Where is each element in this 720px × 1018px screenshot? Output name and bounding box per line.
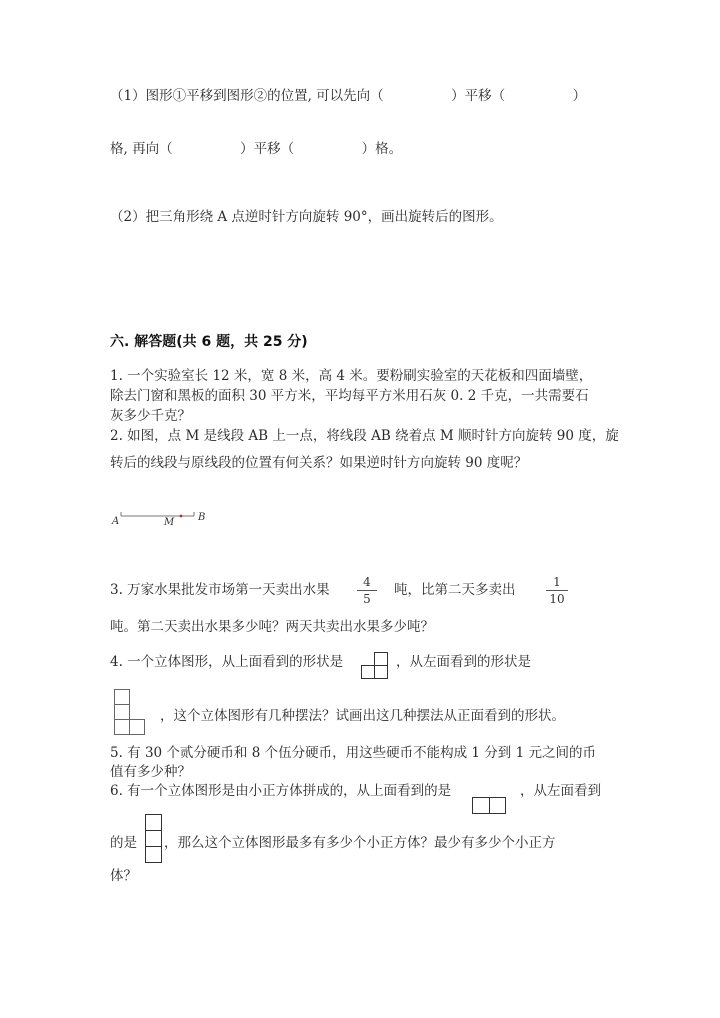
frac2-num: 1 xyxy=(553,575,561,589)
q5-line1: 5. 有 30 个贰分硬币和 8 个伍分硬币，用这些硬币不能构成 1 分到 1 元之间的币 xyxy=(110,745,596,761)
left-view-shape-icon xyxy=(114,689,146,735)
q6-text-part2: ，从左面看到 xyxy=(520,783,601,799)
q-rotate-triangle: （2）把三角形绕 A 点逆时针方向旋转 90°，画出旋转后的图形。 xyxy=(110,209,503,225)
cell xyxy=(374,665,388,679)
fraction-bar xyxy=(546,590,568,591)
cell xyxy=(145,846,162,863)
q4-line2: ，这个立体图形有几种摆法？试画出这几种摆法从正面看到的形状。 xyxy=(160,708,565,724)
q1-line1: 1. 一个实验室长 12 米，宽 8 米，高 4 米。要粉刷实验室的天花板和四面墙壁， xyxy=(110,368,593,384)
q-translate-line2: 格, 再向（ ）平移（ ）格。 xyxy=(110,141,403,157)
q3-line2: 吨。第二天卖出水果多少吨？两天共卖出水果多少吨？ xyxy=(110,619,434,635)
cell xyxy=(374,652,388,666)
point-a-label: A xyxy=(112,516,120,527)
cell xyxy=(145,830,162,847)
cell xyxy=(114,719,130,735)
q1-line3: 灰多少千克？ xyxy=(110,408,191,424)
frac1-den: 5 xyxy=(363,592,371,606)
cell xyxy=(145,814,162,831)
q3-text-part1: 3. 万家水果批发市场第一天卖出水果 xyxy=(110,582,330,598)
cell xyxy=(114,704,130,720)
fraction-four-fifths xyxy=(357,575,377,606)
fraction-bar xyxy=(357,590,377,591)
q2-line1: 2. 如图，点 M 是线段 AB 上一点，将线段 AB 绕着点 M 顺时针方向旋转 90 度，旋 xyxy=(110,428,619,444)
cell xyxy=(489,797,506,814)
top-view-two-squares-icon xyxy=(472,797,506,814)
fraction-one-tenth xyxy=(546,575,568,606)
cell xyxy=(129,719,145,735)
cell xyxy=(114,689,130,705)
section-title: 六. 解答题(共 6 题，共 25 分) xyxy=(110,334,308,350)
q6-line3: 体？ xyxy=(110,868,137,884)
frac1-num: 4 xyxy=(363,575,371,589)
cell xyxy=(472,797,490,814)
left-view-three-stack-icon xyxy=(145,814,162,864)
q2-line2: 转后的线段与原线段的位置有何关系？如果逆时针方向旋转 90 度呢？ xyxy=(110,455,528,471)
point-b-label: B xyxy=(198,512,206,523)
point-m-label: M xyxy=(164,517,175,528)
q4-text-part2: ，从左面看到的形状是 xyxy=(396,654,531,670)
segment-ab-icon xyxy=(108,506,208,534)
top-view-shape-icon xyxy=(361,652,389,680)
q1-line2: 除去门窗和黑板的面积 30 平方米，平均每平方米用石灰 0. 2 千克，一共需要石 xyxy=(110,388,589,404)
q6-text-line2b: ，那么这个立体图形最多有多少个小正方体？最少有多少个小正方 xyxy=(164,835,556,851)
q6-text-part1: 6. 有一个立体图形是由小正方体拼成的，从上面看到的是 xyxy=(110,783,452,799)
q-translate-line1: （1）图形①平移到图形②的位置, 可以先向（ ）平移（ ） xyxy=(110,88,587,104)
cell xyxy=(361,665,375,679)
segment-ab-figure xyxy=(108,506,208,534)
q6-text-line2a: 的是 xyxy=(110,835,137,851)
q3-text-part2: 吨，比第二天多卖出 xyxy=(394,582,516,598)
q5-line2: 值有多少种？ xyxy=(110,764,191,780)
q4-text-part1: 4. 一个立体图形，从上面看到的形状是 xyxy=(110,654,344,670)
frac2-den: 10 xyxy=(549,592,565,606)
